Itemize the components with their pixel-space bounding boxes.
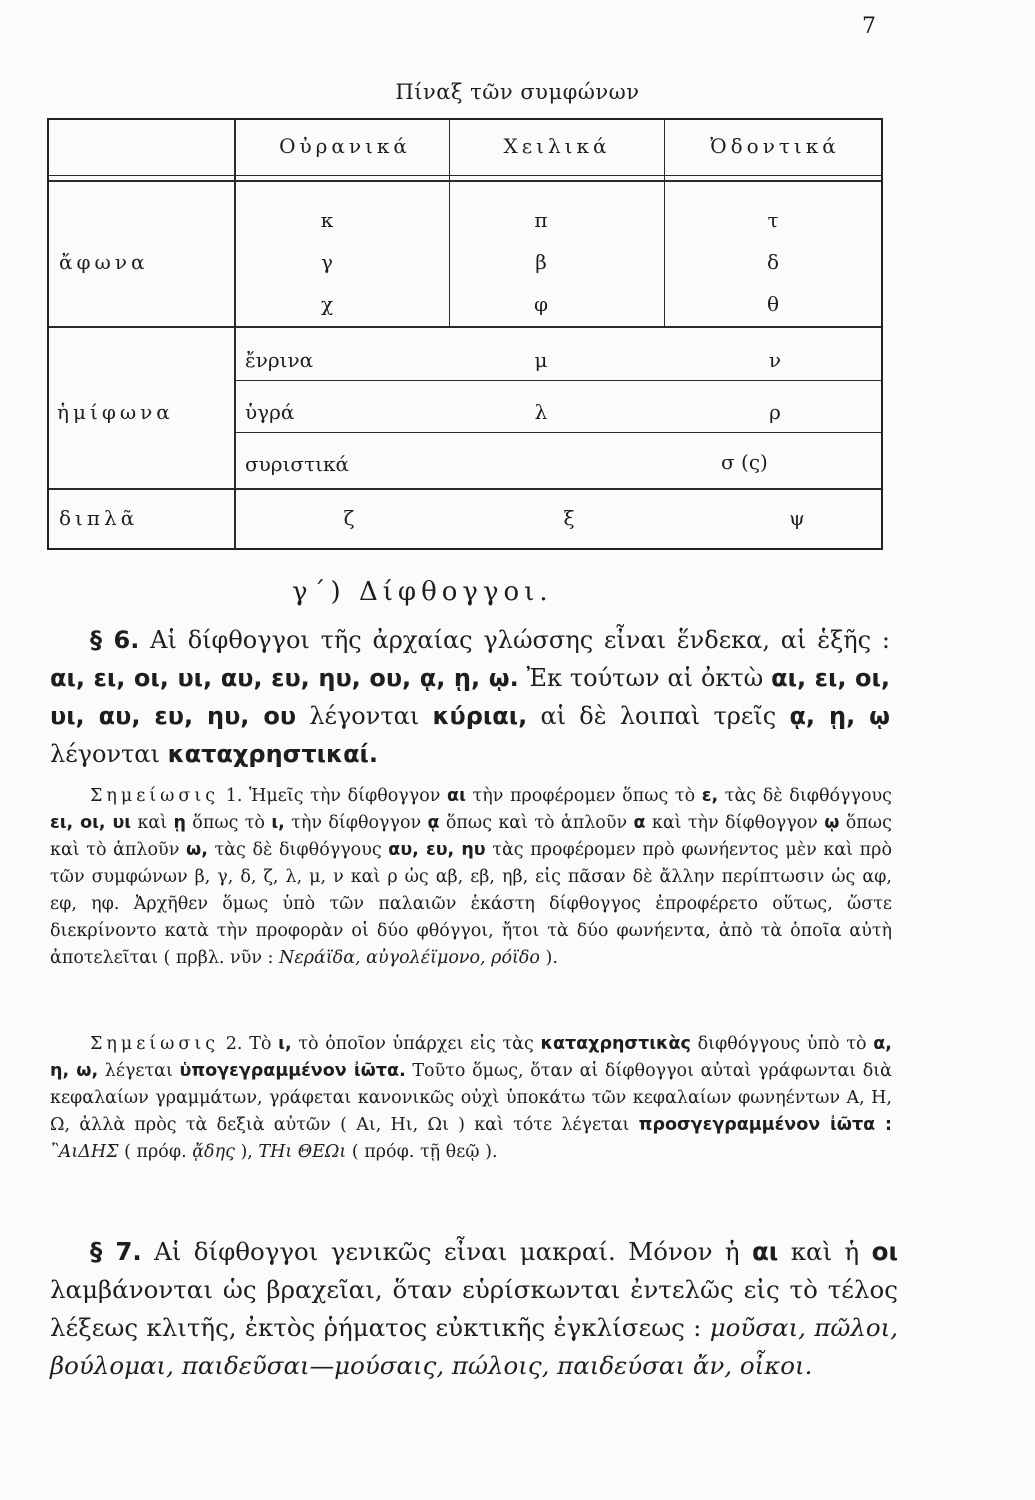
row-label-afona: ἄφωνα [59, 250, 149, 274]
letter-theta: θ [766, 292, 780, 316]
paragraph-7: § 7. Αἱ δίφθογγοι γενικῶς εἶναι μακραί. Μόνον ἡ αι καὶ ἡ οι λαμβάνονται ὡς βραχεῖαι, ὅταν εὑρίσκωνται ἐντελῶς εἰς τὸ τέλος λέξεως κλιτῆς, ἐκτὸς ῥήματος εὐκτικῆς ἐγκλίσεως : μοῦσαι, πῶλοι, βούλομαι, παιδεῦσαι—μούσαις, πώλοις, παιδεύσαι ἄν, οἶκοι. [50, 1237, 899, 1380]
letter-nu: ν [768, 348, 782, 372]
letter-mu: μ [534, 348, 548, 372]
letter-kappa: κ [320, 208, 334, 232]
table-divider [49, 175, 881, 176]
letter-beta: β [535, 250, 547, 274]
letter-phi: φ [533, 292, 549, 316]
letter-psi: ψ [789, 506, 805, 530]
letter-lambda: λ [534, 400, 548, 424]
header-ouranika: Οὐρανικά [279, 134, 411, 158]
paragraph-number: § 6. [90, 626, 140, 654]
table-divider [234, 380, 881, 381]
letter-sigma: σ (ς) [721, 450, 768, 474]
letter-tau: τ [767, 208, 779, 232]
table-divider [664, 120, 665, 326]
sub-label-syristika: συριστικά [245, 452, 349, 476]
table-divider [49, 326, 881, 328]
sub-label-ygra: ὑγρά [245, 400, 295, 424]
table-divider [449, 120, 450, 326]
letter-xi: ξ [563, 506, 575, 530]
letter-chi: χ [320, 292, 334, 316]
note-1: Σημείωσις 1. Ἡμεῖς τὴν δίφθογγον αι τὴν προφέρομεν ὅπως τὸ ε, τὰς δὲ διφθόγγους ει, οι, υι καὶ ῃ ὅπως τὸ ι, τὴν δίφθογγον ᾳ ὅπως καὶ τὸ ἁπλοῦν α καὶ τὴν δίφθογγον ῳ ὅπως καὶ τὸ ἁπλοῦν ω, τὰς δὲ διφθόγγους αυ, ευ, ηυ τὰς προφέρομεν πρὸ φωνήεντος μὲν καὶ πρὸ τῶν συμφώνων β, γ, δ, ζ, λ, μ, ν καὶ ρ ὡς αβ, εβ, ηβ, εἰς πᾶσαν δὲ ἄλλην περίπτωσιν ὡς αφ, εφ, ηφ. Ἀρχῆθεν ὅμως ὑπὸ τῶν παλαιῶν ἑκάστη δίφθογγος ἐπροφέρετο οὕτως, ὥστε διεκρίνοντο κατὰ τὴν προφορὰν οἱ δύο φθόγγοι, ἤτοι τὰ δύο φωνήεντα, ἀπὸ τὰ ὁποῖα αὐτὴ ἀποτελεῖται ( πρβλ. νῦν : Νεράϊδα, αὐγολέϊμονο, ρόϊδο ). [50, 786, 892, 968]
sub-label-enrina: ἔνρινα [245, 348, 314, 372]
consonant-table [47, 118, 883, 550]
header-odontika: Ὀδοντικά [710, 134, 840, 158]
note-label: Σημείωσις [90, 786, 220, 806]
letter-rho: ρ [769, 400, 781, 424]
table-title: Πίναξ τῶν συμφώνων [395, 80, 640, 104]
paragraph-6: § 6. Αἱ δίφθογγοι τῆς ἀρχαίας γλώσσης εἶναι ἕνδεκα, αἱ ἑξῆς : αι, ει, οι, υι, αυ, ευ, ηυ, ου, ᾳ, ῃ, ῳ. Ἐκ τούτων αἱ ὀκτὼ αι, ει, οι, υι, αυ, ευ, ηυ, ου λέγονται κύριαι, αἱ δὲ λοιπαὶ τρεῖς ᾳ, ῃ, ῳ λέγονται καταχρηστικαί. [50, 626, 891, 768]
table-divider [234, 120, 236, 550]
row-label-imifona: ἡμίφωνα [57, 400, 174, 424]
note-2: Σημείωσις 2. Τὸ ι, τὸ ὁποῖον ὑπάρχει εἰς τὰς καταχρηστικὰς διφθόγγους ὑπὸ τὸ α, η, ω, λέγεται ὑπογεγραμμένον ἰῶτα. Τοῦτο ὅμως, ὅταν αἱ δίφθογγοι αὐταὶ γράφωνται διὰ κεφαλαίων γραμμάτων, γράφεται κανονικῶς οὐχὶ ὑποκάτω τῶν κεφαλαίων φωνηέντων Α, Η, Ω, ἀλλὰ πρὸς τὰ δεξιὰ αὐτῶν ( Αι, Ηι, Ωι ) καὶ τότε λέγεται προσγεγραμμένον ἰῶτα : ῍ΑιΔΗΣ ( πρόφ. ᾄδης ), ΤΗι ΘΕΩι ( πρόφ. τῇ θεῷ ). [50, 1034, 892, 1162]
letter-delta: δ [766, 250, 780, 274]
letter-gamma: γ [321, 250, 333, 274]
table-divider [49, 180, 881, 182]
note-label: Σημείωσις [90, 1034, 220, 1054]
section-heading: γ΄) Δίφθογγοι. [292, 577, 553, 607]
paragraph-number: § 7. [90, 1237, 142, 1266]
table-divider [234, 432, 881, 433]
table-divider [49, 488, 881, 490]
page-number: 7 [862, 14, 876, 39]
letter-zeta: ζ [343, 506, 355, 530]
letter-pi: π [534, 208, 548, 232]
row-label-dipla: διπλᾶ [59, 506, 139, 530]
header-cheilika: Χειλικά [503, 134, 611, 158]
